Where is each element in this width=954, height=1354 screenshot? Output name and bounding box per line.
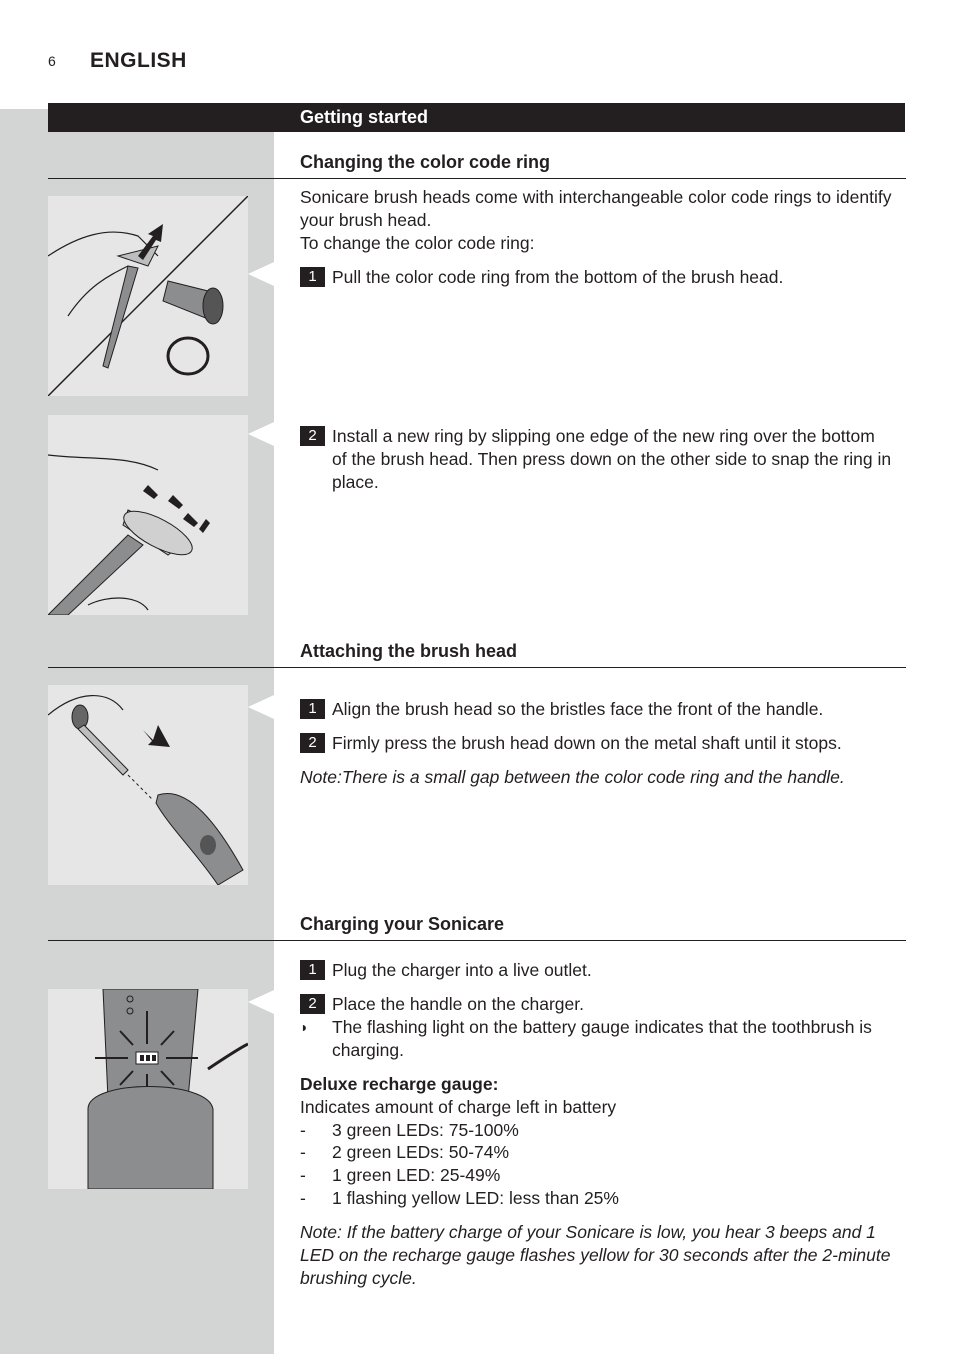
- illustration-remove-ring: [48, 196, 248, 396]
- divider: [48, 667, 906, 668]
- list-item-text: 1 flashing yellow LED: less than 25%: [332, 1188, 619, 1208]
- step-item: [300, 266, 905, 289]
- charger-drawing: [48, 989, 248, 1189]
- intro-text: Sonicare brush heads come with interchangeable color code rings to identify your brush head.: [300, 187, 892, 230]
- step-item: [300, 698, 905, 721]
- language-heading: ENGLISH: [90, 49, 187, 72]
- list-item: - 2 green LEDs: 50-74%: [300, 1142, 510, 1162]
- result-item: [300, 1016, 905, 1062]
- step-text: Align the brush head so the bristles face the front of the handle.: [332, 699, 824, 719]
- step-text: Firmly press the brush head down on the metal shaft until it stops.: [332, 733, 842, 753]
- step-number: 2: [300, 994, 325, 1014]
- gauge-description: Indicates amount of charge left in battery: [300, 1097, 617, 1117]
- illustration-install-ring: [48, 415, 248, 615]
- step-item: [300, 959, 905, 982]
- step-number: 1: [300, 960, 325, 980]
- illustration-charger: [48, 989, 248, 1189]
- step-text: Install a new ring by slipping one edge of the new ring over the bottom of the brush head. Then press down on the other side to snap the ring in place.: [332, 426, 892, 492]
- step-text: Pull the color code ring from the bottom of the brush head.: [332, 267, 784, 287]
- list-item-text: 1 green LED: 25-49%: [332, 1165, 501, 1185]
- step-item: [300, 425, 905, 494]
- callout-pointer: [248, 422, 274, 446]
- ring-removal-drawing: [48, 196, 248, 396]
- illustration-attach-head: [48, 685, 248, 885]
- step-number: 2: [300, 426, 325, 446]
- heading-attach: Attaching the brush head: [300, 641, 518, 661]
- result-text: The flashing light on the battery gauge indicates that the toothbrush is charging.: [332, 1017, 872, 1060]
- step-number: 2: [300, 733, 325, 753]
- intro-text-2: To change the color code ring:: [300, 233, 535, 253]
- section-title: Getting started: [300, 107, 429, 127]
- divider: [48, 178, 906, 179]
- attach-head-drawing: [48, 685, 248, 885]
- step-item: [300, 732, 905, 755]
- step-text: Plug the charger into a live outlet.: [332, 960, 592, 980]
- page-number: 6: [48, 53, 56, 69]
- list-item-text: 3 green LEDs: 75-100%: [332, 1120, 519, 1140]
- callout-pointer: [248, 990, 274, 1014]
- step-number: 1: [300, 267, 325, 287]
- step-text: Place the handle on the charger.: [332, 994, 584, 1014]
- step-number: 1: [300, 699, 325, 719]
- heading-color-ring: Changing the color code ring: [300, 152, 551, 172]
- note-text: Note:There is a small gap between the color code ring and the handle.: [300, 767, 845, 787]
- section-bar: [48, 103, 905, 132]
- callout-pointer: [248, 262, 274, 286]
- list-item: - 3 green LEDs: 75-100%: [300, 1120, 519, 1140]
- list-item: - 1 flashing yellow LED: less than 25%: [300, 1188, 619, 1208]
- gauge-label: Deluxe recharge gauge:: [300, 1074, 499, 1094]
- divider: [48, 940, 906, 941]
- ring-install-drawing: [48, 415, 248, 615]
- step-item: [300, 993, 905, 1016]
- heading-charging: Charging your Sonicare: [300, 914, 505, 934]
- list-item: - 1 green LED: 25-49%: [300, 1165, 501, 1185]
- result-arrow-icon: ◗: [300, 1019, 309, 1035]
- note-text: Note: If the battery charge of your Sonicare is low, you hear 3 beeps and 1 LED on the recharge gauge flashes yellow for 30 seconds after the 2-minute brushing cycle.: [300, 1222, 891, 1288]
- list-item-text: 2 green LEDs: 50-74%: [332, 1142, 510, 1162]
- callout-pointer: [248, 695, 274, 719]
